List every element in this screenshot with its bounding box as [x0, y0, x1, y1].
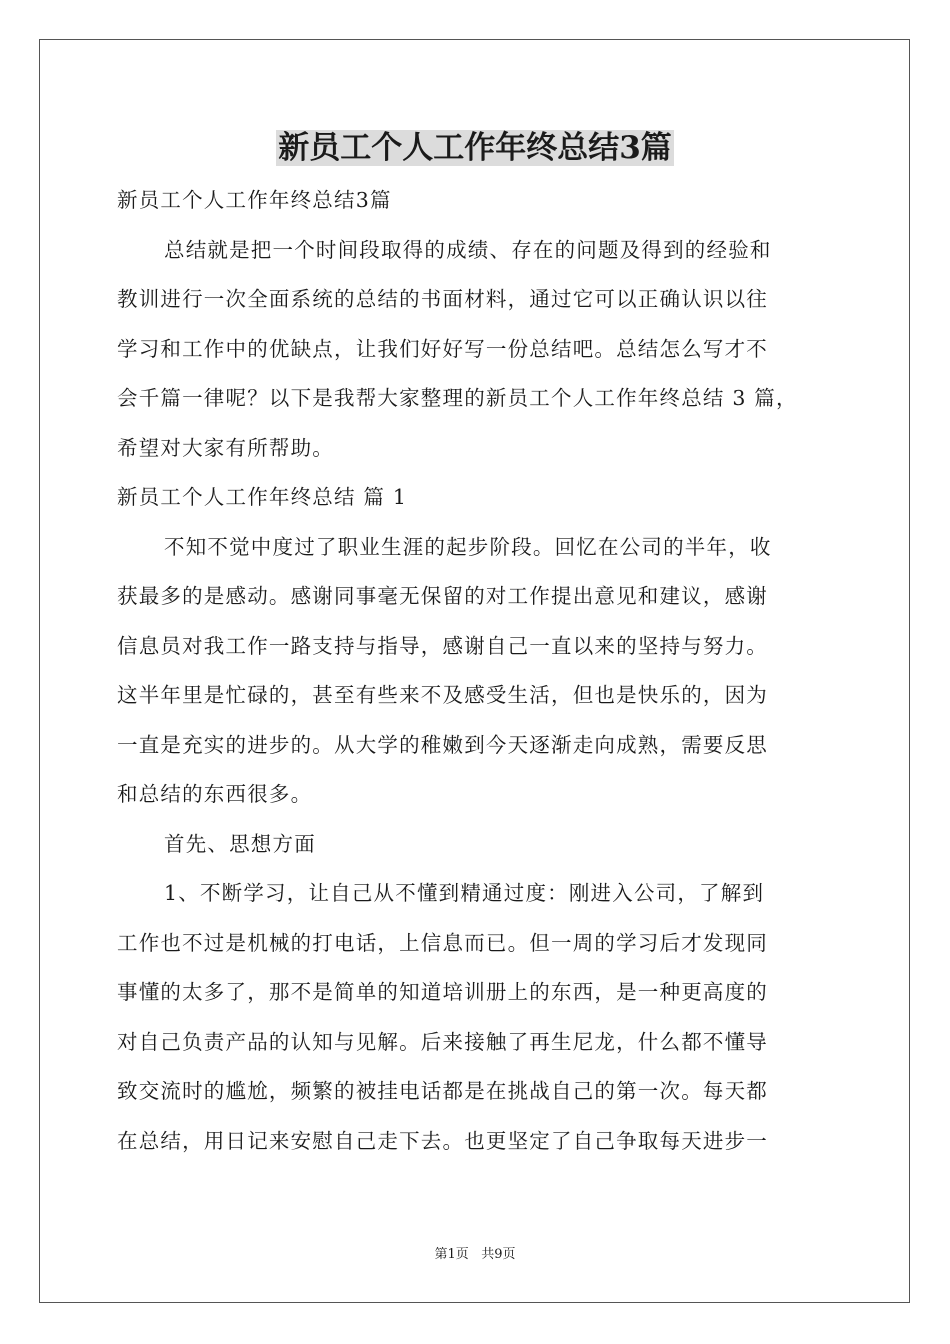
text-line: 事懂的太多了，那不是简单的知道培训册上的东西，是一种更高度的 [117, 980, 768, 1004]
document-title-text: 新员工个人工作年终总结3篇 [278, 130, 672, 166]
page-total: 共9页 [481, 1247, 516, 1262]
text-line: 工作也不过是机械的打电话，上信息而已。但一周的学习后才发现同 [117, 930, 768, 955]
document-body [117, 176, 837, 1166]
text-line: 新员工个人工作年终总结 篇 1 [117, 485, 408, 509]
text-line: 会千篇一律呢？以下是我帮大家整理的新员工个人工作年终总结 3 篇， [117, 386, 798, 410]
text-line: 获最多的是感动。感谢同事毫无保留的对工作提出意见和建议，感谢 [117, 584, 768, 608]
text-line: 和总结的东西很多。 [117, 782, 313, 806]
text-line: 学习和工作中的优缺点，让我们好好写一份总结吧。总结怎么写才不 [117, 336, 768, 361]
document-title [0, 126, 950, 170]
text-line: 在总结，用日记来安慰自己走下去。也更坚定了自己争取每天进步一 [117, 1128, 768, 1153]
text-line: 教训进行一次全面系统的总结的书面材料，通过它可以正确认识以往 [117, 287, 768, 311]
text-line: 首先、思想方面 [164, 831, 316, 856]
text-line: 这半年里是忙碌的，甚至有些来不及感受生活，但也是快乐的，因为 [117, 683, 768, 707]
page-footer [0, 1246, 950, 1264]
text-line: 希望对大家有所帮助。 [117, 435, 334, 460]
text-line: 信息员对我工作一路支持与指导，感谢自己一直以来的坚持与努力。 [117, 633, 768, 658]
text-line: 对自己负责产品的认知与见解。后来接触了再生尼龙，什么都不懂导 [117, 1029, 768, 1054]
text-line: 新员工个人工作年终总结3篇 [117, 188, 392, 212]
text-line: 不知不觉中度过了职业生涯的起步阶段。回忆在公司的半年，收 [164, 534, 772, 559]
text-line: 致交流时的尴尬，频繁的被挂电话都是在挑战自己的第一次。每天都 [117, 1079, 768, 1103]
text-line: 一直是充实的进步的。从大学的稚嫩到今天逐渐走向成熟，需要反思 [117, 732, 768, 757]
page-number: 第1页 [434, 1247, 469, 1262]
text-line: 1、不断学习，让自己从不懂到精通过度：刚进入公司，了解到 [164, 881, 765, 905]
text-line: 总结就是把一个时间段取得的成绩、存在的问题及得到的经验和 [164, 237, 772, 262]
